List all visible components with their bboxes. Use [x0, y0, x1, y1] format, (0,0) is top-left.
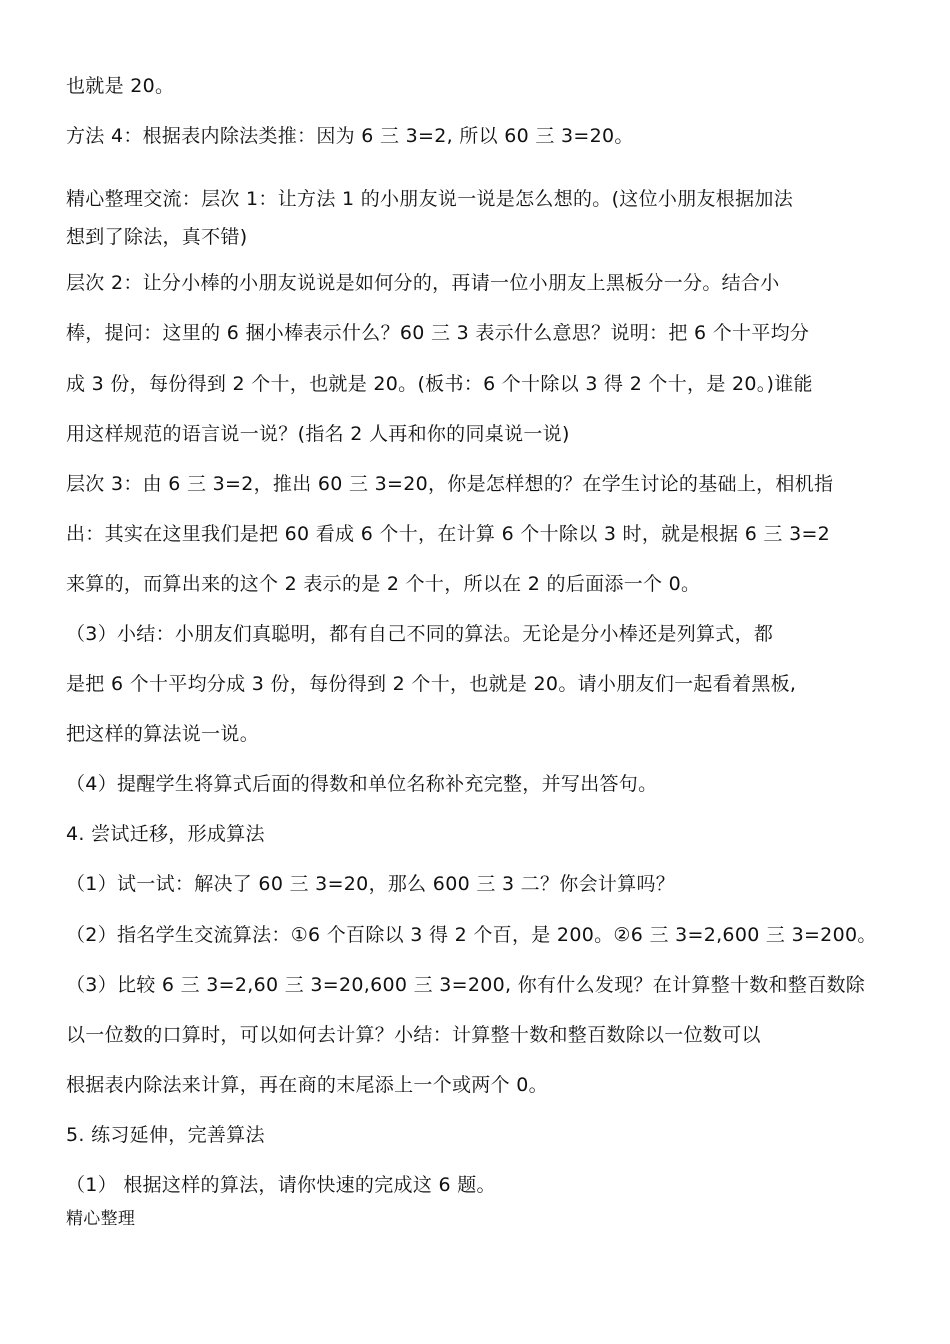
text-line: 是把 6 个十平均分成 3 份，每份得到 2 个十，也就是 20。请小朋友们一起看着黑板, [66, 673, 797, 695]
section-heading: 4. 尝试迁移，形成算法 [66, 823, 265, 845]
page-footer: 精心整理 [66, 1209, 136, 1229]
text-line: 想到了除法，真不错) [66, 226, 248, 248]
text-line: 用这样规范的语言说一说？(指名 2 人再和你的同桌说一说) [66, 423, 570, 445]
text-line: 精心整理交流：层次 1：让方法 1 的小朋友说一说是怎么想的。(这位小朋友根据加法 [66, 188, 794, 210]
text-line: 出：其实在这里我们是把 60 看成 6 个十，在计算 6 个十除以 3 时，就是根据 6 三 3=2 [66, 523, 831, 545]
text-line: 成 3 份，每份得到 2 个十，也就是 20。(板书：6 个十除以 3 得 2 个十，是 20。)谁能 [66, 373, 813, 395]
text-line: 棒，提问：这里的 6 捆小棒表示什么？60 三 3 表示什么意思？说明：把 6 个十平均分 [66, 322, 810, 344]
text-line: 把这样的算法说一说。 [66, 723, 260, 745]
text-line: （2）指名学生交流算法：①6 个百除以 3 得 2 个百，是 200。②6 三 3=2,600 三 3=200。 [66, 924, 877, 946]
text-line: （4）提醒学生将算式后面的得数和单位名称补充完整，并写出答句。 [66, 773, 658, 795]
text-line: （3）比较 6 三 3=2,60 三 3=20,600 三 3=200, 你有什么发现？在计算整十数和整百数除 [66, 974, 866, 996]
text-line: （3）小结：小朋友们真聪明，都有自己不同的算法。无论是分小棒还是列算式，都 [66, 623, 774, 645]
text-line: 以一位数的口算时，可以如何去计算？小结：计算整十数和整百数除以一位数可以 [66, 1024, 761, 1046]
text-line: 来算的，而算出来的这个 2 表示的是 2 个十，所以在 2 的后面添一个 0。 [66, 573, 701, 595]
text-line: 根据表内除法来计算，再在商的末尾添上一个或两个 0。 [66, 1074, 548, 1096]
text-line: 方法 4：根据表内除法类推：因为 6 三 3=2, 所以 60 三 3=20。 [66, 125, 634, 147]
text-line: （1） 根据这样的算法，请你快速的完成这 6 题。 [66, 1174, 496, 1196]
text-line: 层次 2：让分小棒的小朋友说说是如何分的，再请一位小朋友上黑板分一分。结合小 [66, 272, 780, 294]
section-heading: 5. 练习延伸，完善算法 [66, 1124, 265, 1146]
text-line: 也就是 20。 [66, 75, 175, 97]
text-line: （1）试一试：解决了 60 三 3=20，那么 600 三 3 二？你会计算吗？ [66, 873, 676, 895]
text-line: 层次 3：由 6 三 3=2，推出 60 三 3=20，你是怎样想的？在学生讨论的基础上，相机指 [66, 473, 834, 495]
